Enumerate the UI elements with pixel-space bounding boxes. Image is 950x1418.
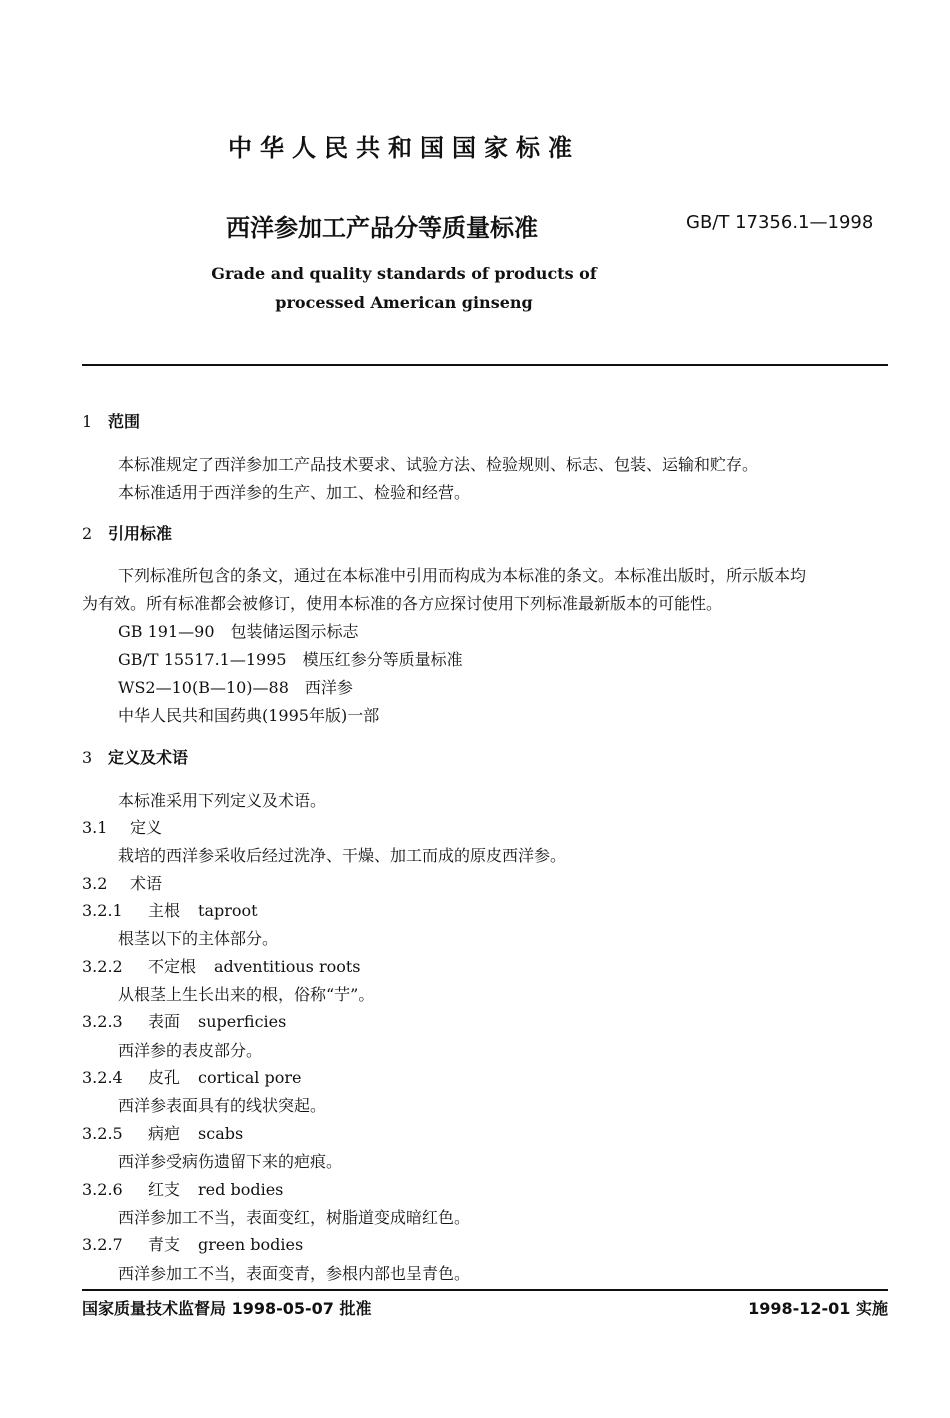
term-en: adventitious roots [214,957,361,976]
term-cn: 皮孔 [148,1068,181,1087]
paragraph: 为有效。所有标准都会被修订，使用本标准的各方应探讨使用下列标准最新版本的可能性。 [82,594,723,613]
term-cn: 病疤 [148,1124,181,1143]
reference-item: GB 191—90 包装储运图示标志 [118,622,359,641]
approval-statement: 国家质量技术监督局 1998-05-07 批准 [82,1299,372,1318]
document-title-en-line1: Grade and quality standards of products of [211,264,597,283]
document-title-cn: 西洋参加工产品分等质量标准 [226,214,538,242]
subsection-number: 3.1 [82,818,108,837]
section-2-heading [82,521,172,544]
subsection-title: 术语 [130,874,163,893]
term-number: 3.2.2 [82,957,123,976]
term-heading [82,1177,283,1200]
subsection-heading [82,871,162,894]
footer-rule [82,1289,888,1291]
term-heading [82,898,258,921]
term-description: 从根茎上生长出来的根，俗称“艼”。 [118,985,375,1004]
term-description: 根茎以下的主体部分。 [118,929,279,948]
national-standard-heading: 中华人民共和国国家标准 [228,134,580,162]
term-heading [82,1009,286,1032]
standard-number: GB/T 17356.1—1998 [686,212,874,233]
term-cn: 青支 [148,1235,181,1254]
term-en: taproot [198,901,258,920]
reference-item: GB/T 15517.1—1995 模压红参分等质量标准 [118,650,463,669]
implementation-date: 1998-12-01 实施 [748,1299,888,1318]
term-cn: 不定根 [148,957,197,976]
term-en: green bodies [198,1235,304,1254]
term-description: 西洋参表面具有的线状突起。 [118,1096,327,1115]
term-number: 3.2.4 [82,1068,123,1087]
term-en: superficies [198,1012,287,1031]
term-heading [82,1065,302,1088]
paragraph: 本标准适用于西洋参的生产、加工、检验和经营。 [118,483,471,502]
section-title: 定义及术语 [108,748,189,767]
section-title: 引用标准 [108,524,173,543]
section-number: 1 [82,412,93,431]
header-rule [82,364,888,366]
document-title-en-line2: processed American ginseng [275,293,533,312]
term-description: 西洋参受病伤遗留下来的疤痕。 [118,1152,343,1171]
subsection-heading [82,815,162,838]
paragraph: 下列标准所包含的条文，通过在本标准中引用而构成为本标准的条文。本标准出版时，所示版本均 [118,566,807,585]
term-number: 3.2.1 [82,901,123,920]
term-description: 西洋参加工不当，表面变红，树脂道变成暗红色。 [118,1208,471,1227]
section-number: 3 [82,748,93,767]
section-title: 范围 [108,412,141,431]
term-heading [82,1121,243,1144]
term-number: 3.2.7 [82,1235,123,1254]
term-cn: 主根 [148,901,181,920]
section-1-heading [82,409,140,432]
section-number: 2 [82,524,93,543]
term-description: 西洋参的表皮部分。 [118,1041,263,1060]
term-en: red bodies [198,1180,284,1199]
term-en: cortical pore [198,1068,302,1087]
paragraph: 本标准采用下列定义及术语。 [118,791,327,810]
paragraph: 栽培的西洋参采收后经过洗净、干燥、加工而成的原皮西洋参。 [118,846,567,865]
term-number: 3.2.6 [82,1180,123,1199]
term-number: 3.2.5 [82,1124,123,1143]
reference-item: WS2—10(B—10)—88 西洋参 [118,678,353,697]
term-heading [82,954,361,977]
term-number: 3.2.3 [82,1012,123,1031]
subsection-number: 3.2 [82,874,108,893]
term-heading [82,1232,303,1255]
term-en: scabs [198,1124,244,1143]
term-cn: 表面 [148,1012,181,1031]
term-cn: 红支 [148,1180,181,1199]
subsection-title: 定义 [130,818,163,837]
term-description: 西洋参加工不当，表面变青，参根内部也呈青色。 [118,1264,471,1283]
reference-item: 中华人民共和国药典(1995年版)一部 [118,706,380,725]
paragraph: 本标准规定了西洋参加工产品技术要求、试验方法、检验规则、标志、包装、运输和贮存。 [118,455,759,474]
section-3-heading [82,745,188,768]
